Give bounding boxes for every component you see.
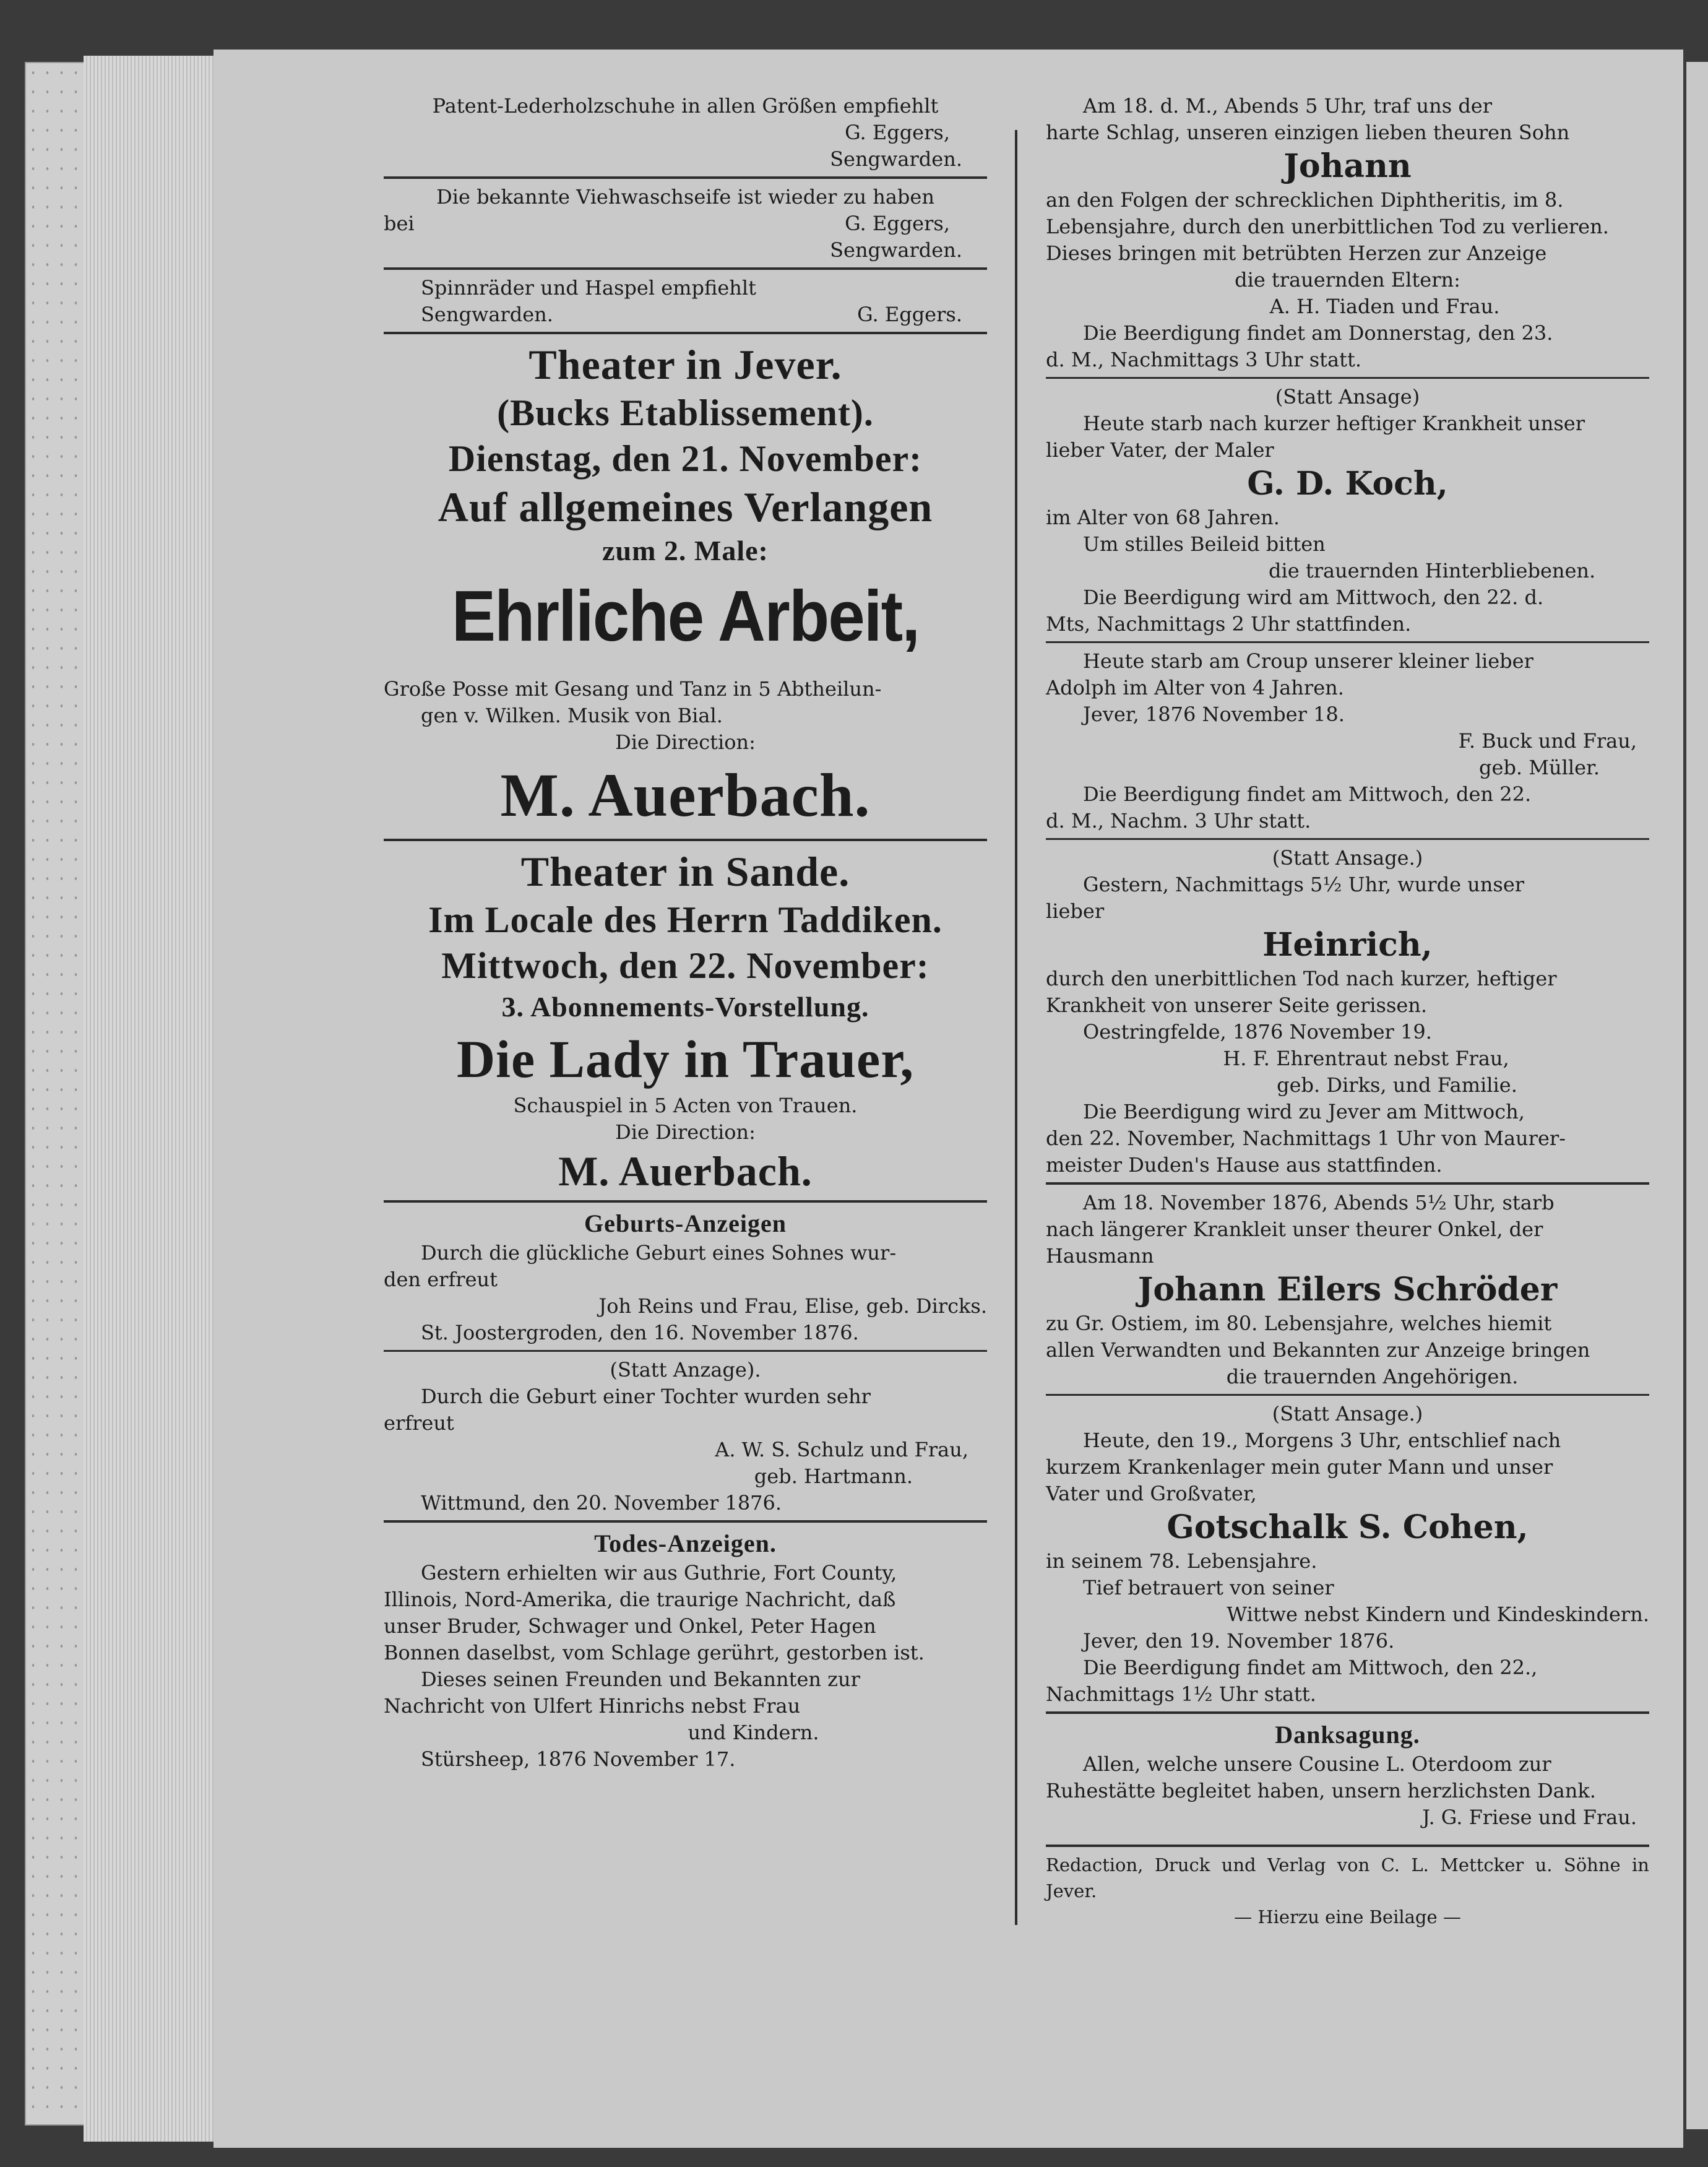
eggers-ad-1-line-2: G. Eggers, [845, 121, 950, 144]
eggers-ad-3-town: Sengwarden. [421, 303, 553, 326]
johann-line-5: Dieses bringen mit betrübten Herzen zur Anzeige [1046, 241, 1547, 265]
dank-line-2: Ruhestätte begleitet haben, unsern herzlichsten Dank. [1046, 1779, 1596, 1802]
koch-name: G. D. Koch, [1247, 465, 1448, 503]
schroeder-line-2: nach längerer Krankleit unser theurer Onkel, der [1046, 1218, 1543, 1241]
rule [1046, 838, 1649, 840]
johann-line-7: A. H. Tiaden und Frau. [1269, 295, 1500, 318]
posse-line-1: Große Posse mit Gesang und Tanz in 5 Abtheilun- [384, 677, 882, 701]
johann-line-1: Am 18. d. M., Abends 5 Uhr, traf uns der [1083, 94, 1493, 118]
rule [1046, 1182, 1649, 1185]
todes-line-3: unser Bruder, Schwager und Onkel, Peter Hagen [384, 1614, 876, 1638]
theater-jever-title: Theater in Jever. [528, 341, 842, 388]
locale-line: Im Locale des Herrn Taddiken. [428, 899, 942, 940]
heinrich-line-2: lieber [1046, 899, 1105, 923]
lady-in-trauer-title: Die Lady in Trauer, [457, 1029, 914, 1089]
auerbach-signature-2: M. Auerbach. [558, 1148, 813, 1195]
schroeder-line-3: Hausmann [1046, 1244, 1154, 1268]
geburt-2-line-3: A. W. S. Schulz und Frau, [715, 1438, 968, 1461]
statt-anzage-1: (Statt Anzage). [610, 1358, 761, 1382]
eggers-ad-2-bei: bei [384, 212, 415, 235]
verlangen-line: Auf allgemeines Verlangen [438, 483, 933, 530]
cohen-line-2: kurzem Krankenlager mein guter Mann und unser [1046, 1455, 1553, 1479]
beilage-line: — Hierzu eine Beilage — [1234, 1906, 1461, 1927]
johann-line-4: Lebensjahre, durch den unerbittlichen Tod zu verlieren. [1046, 215, 1609, 238]
koch-line-7: Mts, Nachmittags 2 Uhr stattfinden. [1046, 612, 1412, 636]
bucks-etablissement: (Bucks Etablissement). [497, 392, 874, 433]
koch-line-1: Heute starb nach kurzer heftiger Krankheit unser [1083, 412, 1585, 435]
eggers-ad-2-row [384, 210, 987, 237]
ehrliche-arbeit-title: Ehrliche Arbeit, [451, 576, 920, 656]
zum-2-male: zum 2. Male: [602, 535, 769, 566]
cohen-name: Gotschalk S. Cohen, [1167, 1508, 1529, 1546]
geburt-2-line-2: erfreut [384, 1411, 454, 1435]
eggers-ad-3-row [384, 301, 987, 328]
schroeder-line-4: zu Gr. Ostiem, im 80. Lebensjahre, welches hiemit [1046, 1312, 1552, 1335]
buck-line-6: Die Beerdigung findet am Mittwoch, den 22. [1083, 782, 1532, 806]
todes-line-8: Stürsheep, 1876 November 17. [421, 1747, 736, 1771]
rule [384, 1350, 987, 1352]
buck-line-2: Adolph im Alter von 4 Jahren. [1046, 676, 1344, 699]
rule [1046, 641, 1649, 643]
cohen-line-5: Tief betrauert von seiner [1083, 1576, 1334, 1599]
dank-line-1: Allen, welche unsere Cousine L. Oterdoom zur [1083, 1752, 1551, 1776]
rule [384, 267, 987, 270]
rule [384, 1200, 987, 1203]
heinrich-line-6: H. F. Ehrentraut nebst Frau, [1223, 1047, 1509, 1070]
heinrich-line-9: den 22. November, Nachmittags 1 Uhr von Maurer- [1046, 1127, 1566, 1150]
eggers-ad-3-line-1: Spinnräder und Haspel empfiehlt [421, 276, 756, 300]
eggers-ad-1-line-3: Sengwarden. [830, 147, 962, 171]
geburt-2-line-5: Wittmund, den 20. November 1876. [421, 1491, 782, 1515]
johann-line-8: Die Beerdigung findet am Donnerstag, den 23. [1083, 321, 1553, 345]
eggers-ad-3-name: G. Eggers. [857, 303, 962, 326]
heinrich-line-1: Gestern, Nachmittags 5½ Uhr, wurde unser [1083, 873, 1525, 896]
todes-line-4: Bonnen daselbst, vom Schlage gerührt, gestorben ist. [384, 1641, 925, 1664]
danksagung-heading: Danksagung. [1275, 1721, 1420, 1749]
buck-line-1: Heute starb am Croup unserer kleiner lieber [1083, 649, 1533, 673]
auerbach-signature-1: M. Auerbach. [500, 761, 871, 829]
geburt-1-line-2: den erfreut [384, 1268, 498, 1291]
direction-label-1: Die Direction: [615, 730, 756, 754]
page-stack-edge [84, 56, 217, 2142]
heinrich-line-5: Oestringfelde, 1876 November 19. [1083, 1020, 1432, 1044]
rule [1046, 1711, 1649, 1714]
geburt-1-line-4: St. Joostergroden, den 16. November 1876. [421, 1321, 859, 1344]
geburts-anzeigen-heading: Geburts-Anzeigen [584, 1209, 787, 1237]
cohen-line-8: Die Beerdigung findet am Mittwoch, den 22., [1083, 1656, 1538, 1679]
buck-line-5: geb. Müller. [1479, 756, 1600, 779]
abonnement-line: 3. Abonnements-Vorstellung. [501, 991, 869, 1023]
todes-line-2: Illinois, Nord-Amerika, die traurige Nachricht, daß [384, 1588, 896, 1611]
geburt-1-line-1: Durch die glückliche Geburt eines Sohnes wur- [421, 1241, 897, 1265]
book-edge-right [1686, 62, 1708, 2129]
johann-line-3: an den Folgen der schrecklichen Diphtheritis, im 8. [1046, 188, 1564, 212]
koch-line-2: lieber Vater, der Maler [1046, 438, 1274, 462]
cohen-line-9: Nachmittags 1½ Uhr statt. [1046, 1682, 1316, 1706]
koch-line-4: Um stilles Beileid bitten [1083, 532, 1326, 556]
dank-line-3: J. G. Friese und Frau. [1422, 1806, 1637, 1829]
schroeder-name: Johann Eilers Schröder [1137, 1271, 1558, 1308]
book-edge-left [25, 62, 86, 2126]
rule [1046, 1394, 1649, 1396]
johann-line-2: harte Schlag, unseren einzigen lieben theuren Sohn [1046, 121, 1570, 144]
geburt-2-line-4: geb. Hartmann. [754, 1464, 913, 1488]
todes-anzeigen-heading: Todes-Anzeigen. [594, 1529, 777, 1557]
rule [1046, 1845, 1649, 1847]
todes-line-7: und Kindern. [688, 1721, 819, 1744]
schauspiel-line: Schauspiel in 5 Acten von Trauen. [513, 1094, 858, 1117]
koch-line-5: die trauernden Hinterbliebenen. [1269, 559, 1596, 582]
cohen-line-1: Heute, den 19., Morgens 3 Uhr, entschlief nach [1083, 1429, 1561, 1452]
cohen-line-7: Jever, den 19. November 1876. [1083, 1629, 1395, 1653]
cohen-line-4: in seinem 78. Lebensjahre. [1046, 1549, 1318, 1573]
johann-line-9: d. M., Nachmittags 3 Uhr statt. [1046, 348, 1361, 371]
theater-sande-title: Theater in Sande. [520, 848, 850, 895]
rule [1046, 377, 1649, 379]
cohen-line-6: Wittwe nebst Kindern und Kindeskindern. [1227, 1603, 1649, 1626]
right-column [1046, 93, 1649, 1930]
eggers-ad-2-line-3: Sengwarden. [830, 238, 962, 262]
buck-line-4: F. Buck und Frau, [1458, 729, 1637, 753]
posse-line-2: gen v. Wilken. Musik von Bial. [421, 704, 723, 727]
column-divider [1015, 130, 1017, 1925]
geburt-2-line-1: Durch die Geburt einer Tochter wurden sehr [421, 1385, 871, 1408]
statt-ansage-3: (Statt Ansage.) [1272, 846, 1423, 870]
rule [384, 176, 987, 179]
cohen-line-3: Vater und Großvater, [1046, 1482, 1257, 1505]
eggers-ad-2-line-2: G. Eggers, [845, 212, 950, 235]
statt-ansage-2: (Statt Ansage) [1275, 385, 1420, 409]
koch-line-6: Die Beerdigung wird am Mittwoch, den 22. d. [1083, 586, 1544, 609]
koch-line-3: im Alter von 68 Jahren. [1046, 506, 1280, 529]
heinrich-line-3: durch den unerbittlichen Tod nach kurzer, heftiger [1046, 967, 1557, 990]
johann-line-6: die trauernden Eltern: [1235, 268, 1460, 292]
imprint-line: Redaction, Druck und Verlag von C. L. Mettcker u. Söhne in Jever. [1046, 1854, 1649, 1901]
heinrich-line-10: meister Duden's Hause aus stattfinden. [1046, 1153, 1443, 1177]
heinrich-line-7: geb. Dirks, und Familie. [1277, 1073, 1517, 1097]
rule [384, 839, 987, 841]
schroeder-line-5: allen Verwandten und Bekannten zur Anzeige bringen [1046, 1338, 1590, 1362]
left-column [384, 93, 987, 1773]
johann-name: Johann [1283, 147, 1412, 185]
buck-line-7: d. M., Nachm. 3 Uhr statt. [1046, 809, 1311, 833]
todes-line-1: Gestern erhielten wir aus Guthrie, Fort County, [421, 1561, 897, 1585]
todes-line-5: Dieses seinen Freunden und Bekannten zur [421, 1667, 860, 1691]
geburt-1-line-3: Joh Reins und Frau, Elise, geb. Dircks. [598, 1294, 987, 1318]
schroeder-line-6: die trauernden Angehörigen. [1226, 1365, 1519, 1388]
schroeder-line-1: Am 18. November 1876, Abends 5½ Uhr, starb [1083, 1191, 1555, 1214]
dienstag-date: Dienstag, den 21. November: [448, 438, 923, 479]
heinrich-line-8: Die Beerdigung wird zu Jever am Mittwoch, [1083, 1100, 1525, 1123]
eggers-ad-2-line-1: Die bekannte Viehwaschseife ist wieder zu haben [436, 185, 934, 209]
rule [384, 332, 987, 334]
heinrich-line-4: Krankheit von unserer Seite gerissen. [1046, 993, 1428, 1017]
todes-line-6: Nachricht von Ulfert Hinrichs nebst Frau [384, 1694, 801, 1718]
mittwoch-date: Mittwoch, den 22. November: [441, 945, 929, 986]
eggers-ad-1-line-1: Patent-Lederholzschuhe in allen Größen empfiehlt [432, 94, 939, 118]
heinrich-name: Heinrich, [1262, 926, 1433, 964]
statt-ansage-4: (Statt Ansage.) [1272, 1402, 1423, 1425]
rule [384, 1520, 987, 1523]
buck-line-3: Jever, 1876 November 18. [1083, 703, 1345, 726]
direction-label-2: Die Direction: [615, 1120, 756, 1144]
